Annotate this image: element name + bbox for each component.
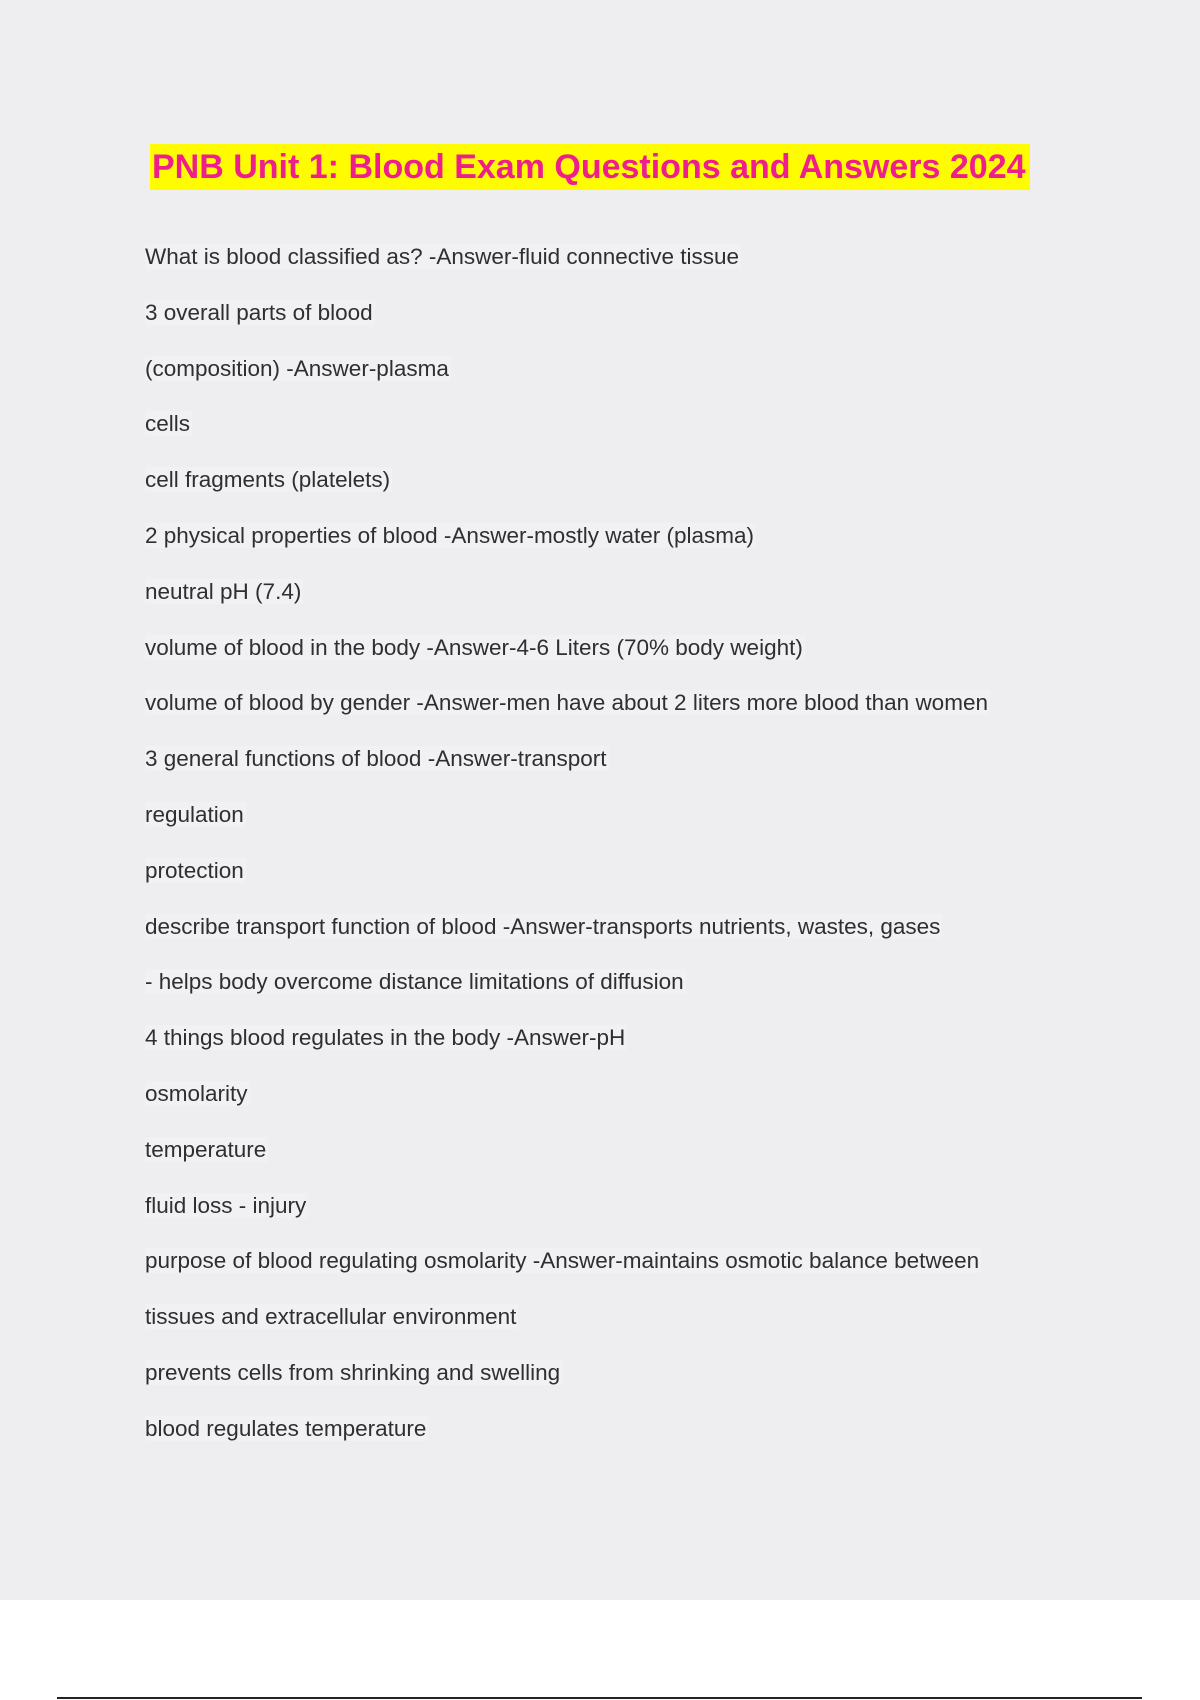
line-text: cell fragments (platelets) xyxy=(145,467,391,493)
text-line xyxy=(145,626,1105,682)
text-line xyxy=(145,1351,1105,1407)
text-line xyxy=(145,291,1105,347)
line-text: temperature xyxy=(145,1136,267,1162)
line-text: 3 overall parts of blood xyxy=(145,299,373,325)
line-text: protection xyxy=(145,857,244,883)
text-line xyxy=(145,1072,1105,1128)
line-text: prevents cells from shrinking and swelling xyxy=(145,1359,561,1385)
line-text: describe transport function of blood -Answer-transports nutrients, wastes, gases xyxy=(145,913,941,939)
line-text: blood regulates temperature xyxy=(145,1415,427,1441)
text-line xyxy=(145,1184,1105,1240)
line-text: volume of blood by gender -Answer-men have about 2 liters more blood than women xyxy=(145,690,988,716)
line-text: 3 general functions of blood -Answer-transport xyxy=(145,746,607,772)
text-line xyxy=(145,570,1105,626)
text-line xyxy=(145,960,1105,1016)
text-line xyxy=(145,737,1105,793)
line-text: tissues and extracellular environment xyxy=(145,1304,517,1330)
text-line xyxy=(145,1128,1105,1184)
question-answer-list xyxy=(145,235,1105,1463)
line-text: 2 physical properties of blood -Answer-mostly water (plasma) xyxy=(145,522,754,548)
text-line xyxy=(145,849,1105,905)
line-text: osmolarity xyxy=(145,1080,248,1106)
text-line xyxy=(145,235,1105,291)
line-text: (composition) -Answer-plasma xyxy=(145,355,449,381)
line-text: cells xyxy=(145,411,191,437)
text-line xyxy=(145,1295,1105,1351)
text-line xyxy=(145,905,1105,961)
text-line xyxy=(145,514,1105,570)
text-line xyxy=(145,347,1105,403)
text-line xyxy=(145,1239,1105,1295)
line-text: 4 things blood regulates in the body -Answer-pH xyxy=(145,1025,626,1051)
text-line xyxy=(145,793,1105,849)
line-text: regulation xyxy=(145,801,244,827)
line-text: What is blood classified as? -Answer-fluid connective tissue xyxy=(145,244,740,269)
text-line xyxy=(145,402,1105,458)
line-text: volume of blood in the body -Answer-4-6 Liters (70% body weight) xyxy=(145,634,803,660)
line-text: neutral pH (7.4) xyxy=(145,578,302,604)
line-text: purpose of blood regulating osmolarity -Answer-maintains osmotic balance between xyxy=(145,1248,980,1274)
document-title: PNB Unit 1: Blood Exam Questions and Answers 2024 xyxy=(150,144,1030,190)
text-line xyxy=(145,681,1105,737)
footer-divider xyxy=(57,1697,1142,1699)
text-line xyxy=(145,458,1105,514)
text-line xyxy=(145,1407,1105,1463)
line-text: - helps body overcome distance limitations of diffusion xyxy=(145,969,684,995)
text-line xyxy=(145,1016,1105,1072)
line-text: fluid loss - injury xyxy=(145,1192,307,1218)
